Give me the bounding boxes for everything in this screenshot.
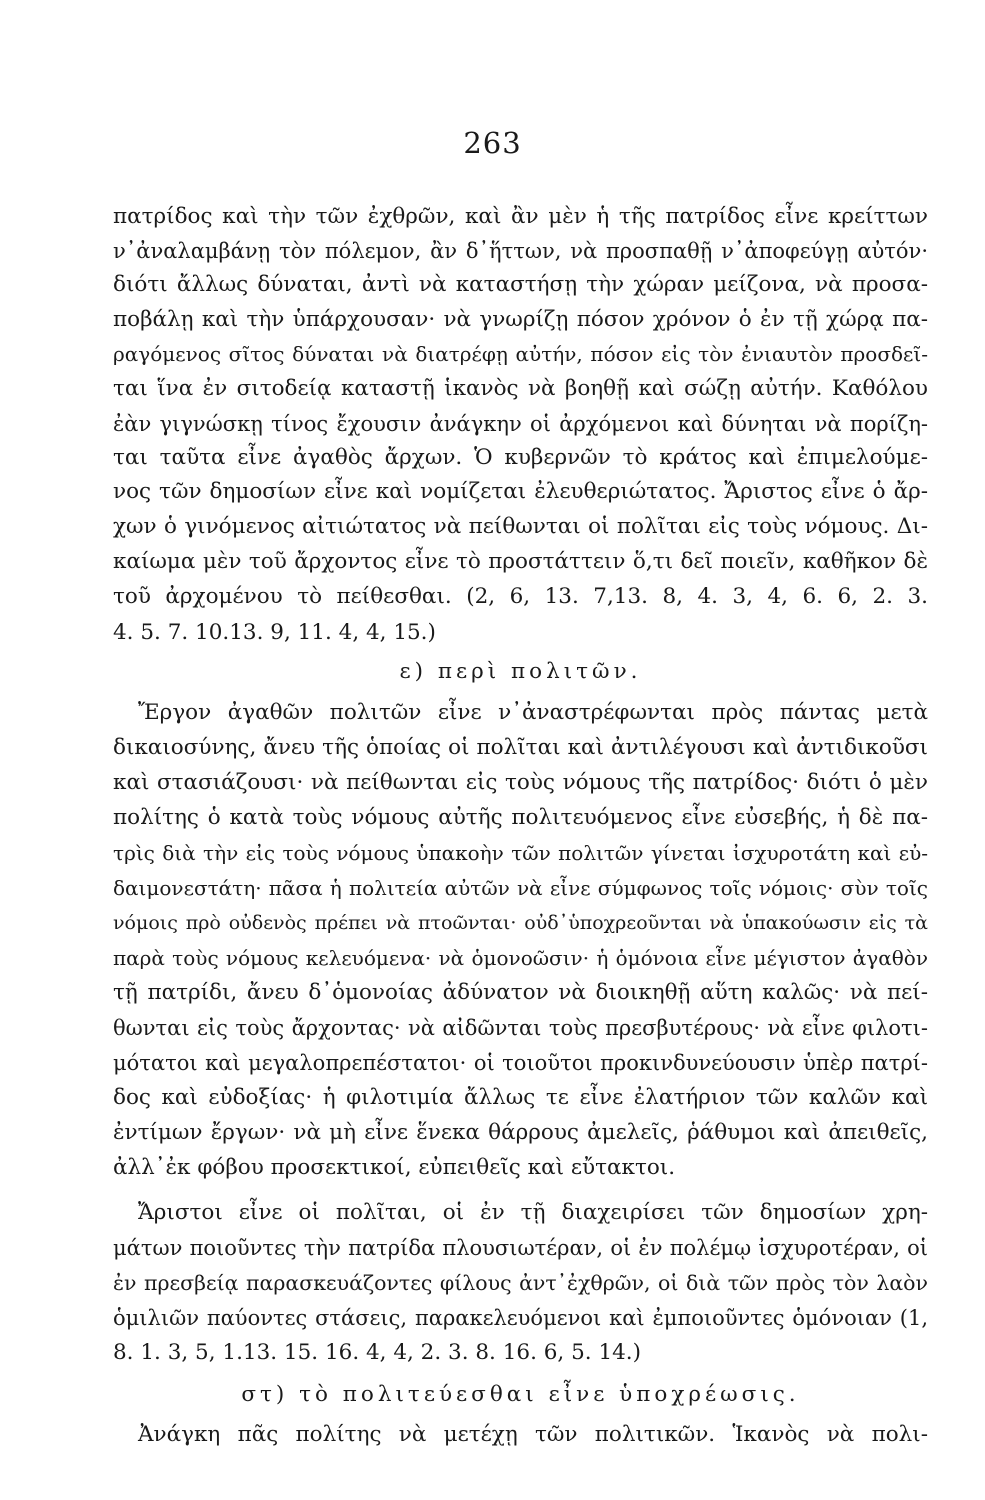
text-line: Ἀνάγκη πᾶς πολίτης νὰ μετέχῃ τῶν πολιτικῶν. Ἱκανὸς νὰ πολι-	[138, 1422, 928, 1447]
text-line: πολίτης ὁ κατὰ τοὺς νόμους αὐτῆς πολιτευόμενος εἶνε εὐσεβής, ἡ δὲ πα-	[113, 805, 928, 830]
text-line: καὶ στασιάζουσι· νὰ πείθωνται εἰς τοὺς νόμους τῆς πατρίδος· διότι ὁ μὲν	[113, 770, 928, 795]
text-line: μάτων ποιοῦντες τὴν πατρίδα πλουσιωτέραν, οἱ ἐν πολέμῳ ἰσχυροτέραν, οἱ	[113, 1236, 928, 1260]
text-line: ἀλλ᾽ἐκ φόβου προσεκτικοί, εὐπειθεῖς καὶ εὔτακτοι.	[113, 1155, 676, 1180]
section-heading: στ) τὸ πολιτεύεσθαι εἶνε ὑποχρέωσις.	[241, 1382, 800, 1407]
text-line: ται ἵνα ἐν σιτοδείᾳ καταστῇ ἱκανὸς νὰ βοηθῇ καὶ σώζῃ αὐτήν. Καθόλου	[113, 376, 928, 401]
text-line: ὁμιλιῶν παύοντες στάσεις, παρακελευόμενοι καὶ ἐμποιοῦντες ὁμόνοιαν (1,	[113, 1306, 928, 1330]
text-line: ραγόμενος σῖτος δύναται νὰ διατρέφῃ αὐτήν, πόσον εἰς τὸν ἐνιαυτὸν προσδεῖ-	[113, 342, 928, 366]
text-line: Ἄριστοι εἶνε οἱ πολῖται, οἱ ἐν τῇ διαχειρίσει τῶν δημοσίων χρη-	[138, 1200, 928, 1225]
text-line: ν᾽ἀναλαμβάνῃ τὸν πόλεμον, ἂν δ᾽ἥττων, νὰ προσπαθῇ ν᾽ἀποφεύγῃ αὐτόν·	[113, 239, 928, 263]
text-line: τρὶς διὰ τὴν εἰς τοὺς νόμους ὑπακοὴν τῶν πολιτῶν γίνεται ἰσχυροτάτη καὶ εὐ-	[113, 841, 928, 865]
text-line: παρὰ τοὺς νόμους κελευόμενα· νὰ ὁμονοῶσιν· ἡ ὁμόνοια εἶνε μέγιστον ἀγαθὸν	[113, 946, 928, 970]
text-line: δαιμονεστάτη· πᾶσα ἡ πολιτεία αὐτῶν νὰ εἶνε σύμφωνος τοῖς νόμοις· σὺν τοῖς	[113, 876, 928, 900]
text-line: τοῦ ἀρχομένου τὸ πείθεσθαι. (2, 6, 13. 7,13. 8, 4. 3, 4, 6. 6, 2. 3.	[113, 584, 928, 609]
section-heading: ε) περὶ πολιτῶν.	[399, 659, 642, 684]
text-line: νόμοις πρὸ οὐδενὸς πρέπει νὰ πτοῶνται· οὐδ᾽ὑποχρεοῦνται νὰ ὑπακούωσιν εἰς τὰ	[113, 912, 928, 934]
text-line: ἐντίμων ἔργων· νὰ μὴ εἶνε ἕνεκα θάρρους ἀμελεῖς, ῥάθυμοι καὶ ἀπειθεῖς,	[113, 1120, 928, 1145]
text-line: πατρίδος καὶ τὴν τῶν ἐχθρῶν, καὶ ἂν μὲν ἡ τῆς πατρίδος εἶνε κρείττων	[113, 204, 928, 229]
text-line: μότατοι καὶ μεγαλοπρεπέστατοι· οἱ τοιοῦτοι προκινδυνεύουσιν ὑπὲρ πατρί-	[113, 1051, 928, 1075]
text-line: ποβάλῃ καὶ τὴν ὑπάρχουσαν· νὰ γνωρίζῃ πόσον χρόνον ὁ ἐν τῇ χώρᾳ πα-	[113, 307, 928, 332]
text-line: νος τῶν δημοσίων εἶνε καὶ νομίζεται ἐλευθεριώτατος. Ἄριστος εἶνε ὁ ἄρ-	[113, 479, 928, 504]
text-line: δικαιοσύνης, ἄνευ τῆς ὁποίας οἱ πολῖται καὶ ἀντιλέγουσι καὶ ἀντιδικοῦσι	[113, 735, 928, 760]
text-line: καίωμα μὲν τοῦ ἄρχοντος εἶνε τὸ προστάττειν ὅ,τι δεῖ ποιεῖν, καθῆκον δὲ	[113, 549, 928, 574]
text-line: χων ὁ γινόμενος αἰτιώτατος νὰ πείθωνται οἱ πολῖται εἰς τοὺς νόμους. Δι-	[113, 514, 928, 539]
text-line: ἐν πρεσβείᾳ παρασκευάζοντες φίλους ἀντ᾽ἐχθρῶν, οἱ διὰ τῶν πρὸς τὸν λαὸν	[113, 1271, 928, 1295]
text-line: 4. 5. 7. 10.13. 9, 11. 4, 4, 15.)	[113, 620, 436, 645]
text-line: ἐὰν γιγνώσκῃ τίνος ἔχουσιν ἀνάγκην οἱ ἀρχόμενοι καὶ δύνηται νὰ πορίζη-	[113, 412, 928, 436]
text-line: τῇ πατρίδι, ἄνευ δ᾽ὁμονοίας ἀδύνατον νὰ διοικηθῇ αὕτη καλῶς· νὰ πεί-	[113, 980, 928, 1005]
text-line: 8. 1. 3, 5, 1.13. 15. 16. 4, 4, 2. 3. 8. 16. 6, 5. 14.)	[113, 1340, 642, 1365]
text-line: Ἔργον ἀγαθῶν πολιτῶν εἶνε ν᾽ἀναστρέφωνται πρὸς πάντας μετὰ	[138, 700, 928, 725]
text-line: δος καὶ εὐδοξίας· ἡ φιλοτιμία ἄλλως τε εἶνε ἐλατήριον τῶν καλῶν καὶ	[113, 1085, 928, 1110]
text-line: ται ταῦτα εἶνε ἀγαθὸς ἄρχων. Ὁ κυβερνῶν τὸ κράτος καὶ ἐπιμελούμε-	[113, 445, 928, 470]
text-line: θωνται εἰς τοὺς ἄρχοντας· νὰ αἰδῶνται τοὺς πρεσβυτέρους· νὰ εἶνε φιλοτι-	[113, 1016, 928, 1040]
page-number: 263	[463, 126, 522, 160]
text-line: διότι ἄλλως δύναται, ἀντὶ νὰ καταστήσῃ τὴν χώραν μείζονα, νὰ προσα-	[113, 272, 928, 297]
